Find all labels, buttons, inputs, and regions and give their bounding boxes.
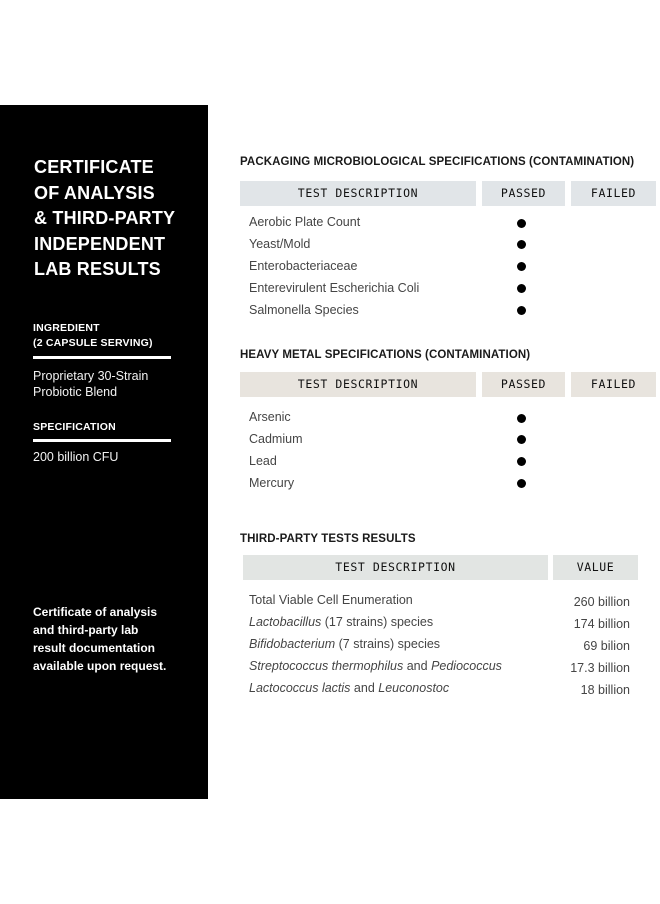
passed-dot-icon — [517, 262, 526, 271]
packaging-row-label: Enterobacteriaceae — [249, 259, 358, 273]
third-party-row-value: 17.3 billion — [570, 661, 630, 675]
packaging-row-label: Salmonella Species — [249, 303, 359, 317]
heavy-metal-header-passed: PASSED — [482, 372, 565, 397]
third-party-row-label: Lactococcus lactis and Leuconostoc — [249, 681, 450, 695]
passed-dot-icon — [517, 457, 526, 466]
certificate-title: CERTIFICATE OF ANALYSIS & THIRD-PARTY INDEPENDENT LAB RESULTS — [34, 157, 176, 279]
heavy-metal-row-label: Lead — [249, 454, 277, 468]
third-party-section-title: THIRD-PARTY TESTS RESULTS — [240, 533, 416, 545]
passed-dot-icon — [517, 414, 526, 423]
third-party-row-label: Total Viable Cell Enumeration — [249, 593, 413, 607]
passed-dot-icon — [517, 479, 526, 488]
ingredient-label: INGREDIENT (2 CAPSULE SERVING) — [33, 322, 153, 349]
third-party-header-value: VALUE — [553, 555, 638, 580]
passed-dot-icon — [517, 306, 526, 315]
specification-divider — [33, 439, 171, 442]
third-party-row-value: 174 billion — [573, 617, 630, 631]
packaging-header-description: TEST DESCRIPTION — [240, 181, 476, 206]
heavy-metal-header-description: TEST DESCRIPTION — [240, 372, 476, 397]
passed-dot-icon — [517, 240, 526, 249]
third-party-row-label: Lactobacillus (17 strains) species — [249, 615, 434, 629]
specification-value: 200 billion CFU — [33, 450, 119, 464]
third-party-row-label: Bifidobacterium (7 strains) species — [249, 637, 441, 651]
packaging-header-failed: FAILED — [571, 181, 656, 206]
passed-dot-icon — [517, 219, 526, 228]
third-party-row-value: 69 bilion — [583, 639, 630, 653]
packaging-row-label: Yeast/Mold — [249, 237, 311, 251]
heavy-metal-row-label: Mercury — [249, 476, 295, 490]
specification-label: SPECIFICATION — [33, 421, 116, 433]
packaging-section-title: PACKAGING MICROBIOLOGICAL SPECIFICATIONS (CONTAMINATION) — [240, 156, 635, 168]
documentation-note: Certificate of analysis and third-party lab result documentation available upon request. — [33, 605, 167, 673]
heavy-metal-row-label: Cadmium — [249, 432, 303, 446]
third-party-row-value: 260 billion — [573, 595, 630, 609]
packaging-header-passed: PASSED — [482, 181, 565, 206]
heavy-metal-header-failed: FAILED — [571, 372, 656, 397]
heavy-metal-row-label: Arsenic — [249, 410, 291, 424]
third-party-row-value: 18 billion — [580, 683, 630, 697]
heavy-metal-section-title: HEAVY METAL SPECIFICATIONS (CONTAMINATION) — [240, 349, 531, 361]
ingredient-divider — [33, 356, 171, 359]
packaging-row-label: Enterevirulent Escherichia Coli — [249, 281, 420, 295]
packaging-row-label: Aerobic Plate Count — [249, 215, 361, 229]
passed-dot-icon — [517, 435, 526, 444]
passed-dot-icon — [517, 284, 526, 293]
third-party-row-label: Streptococcus thermophilus and Pediococcus — [249, 659, 502, 673]
ingredient-value: Proprietary 30-Strain Probiotic Blend — [33, 369, 149, 399]
sidebar-panel — [0, 105, 208, 799]
third-party-header-description: TEST DESCRIPTION — [243, 555, 548, 580]
